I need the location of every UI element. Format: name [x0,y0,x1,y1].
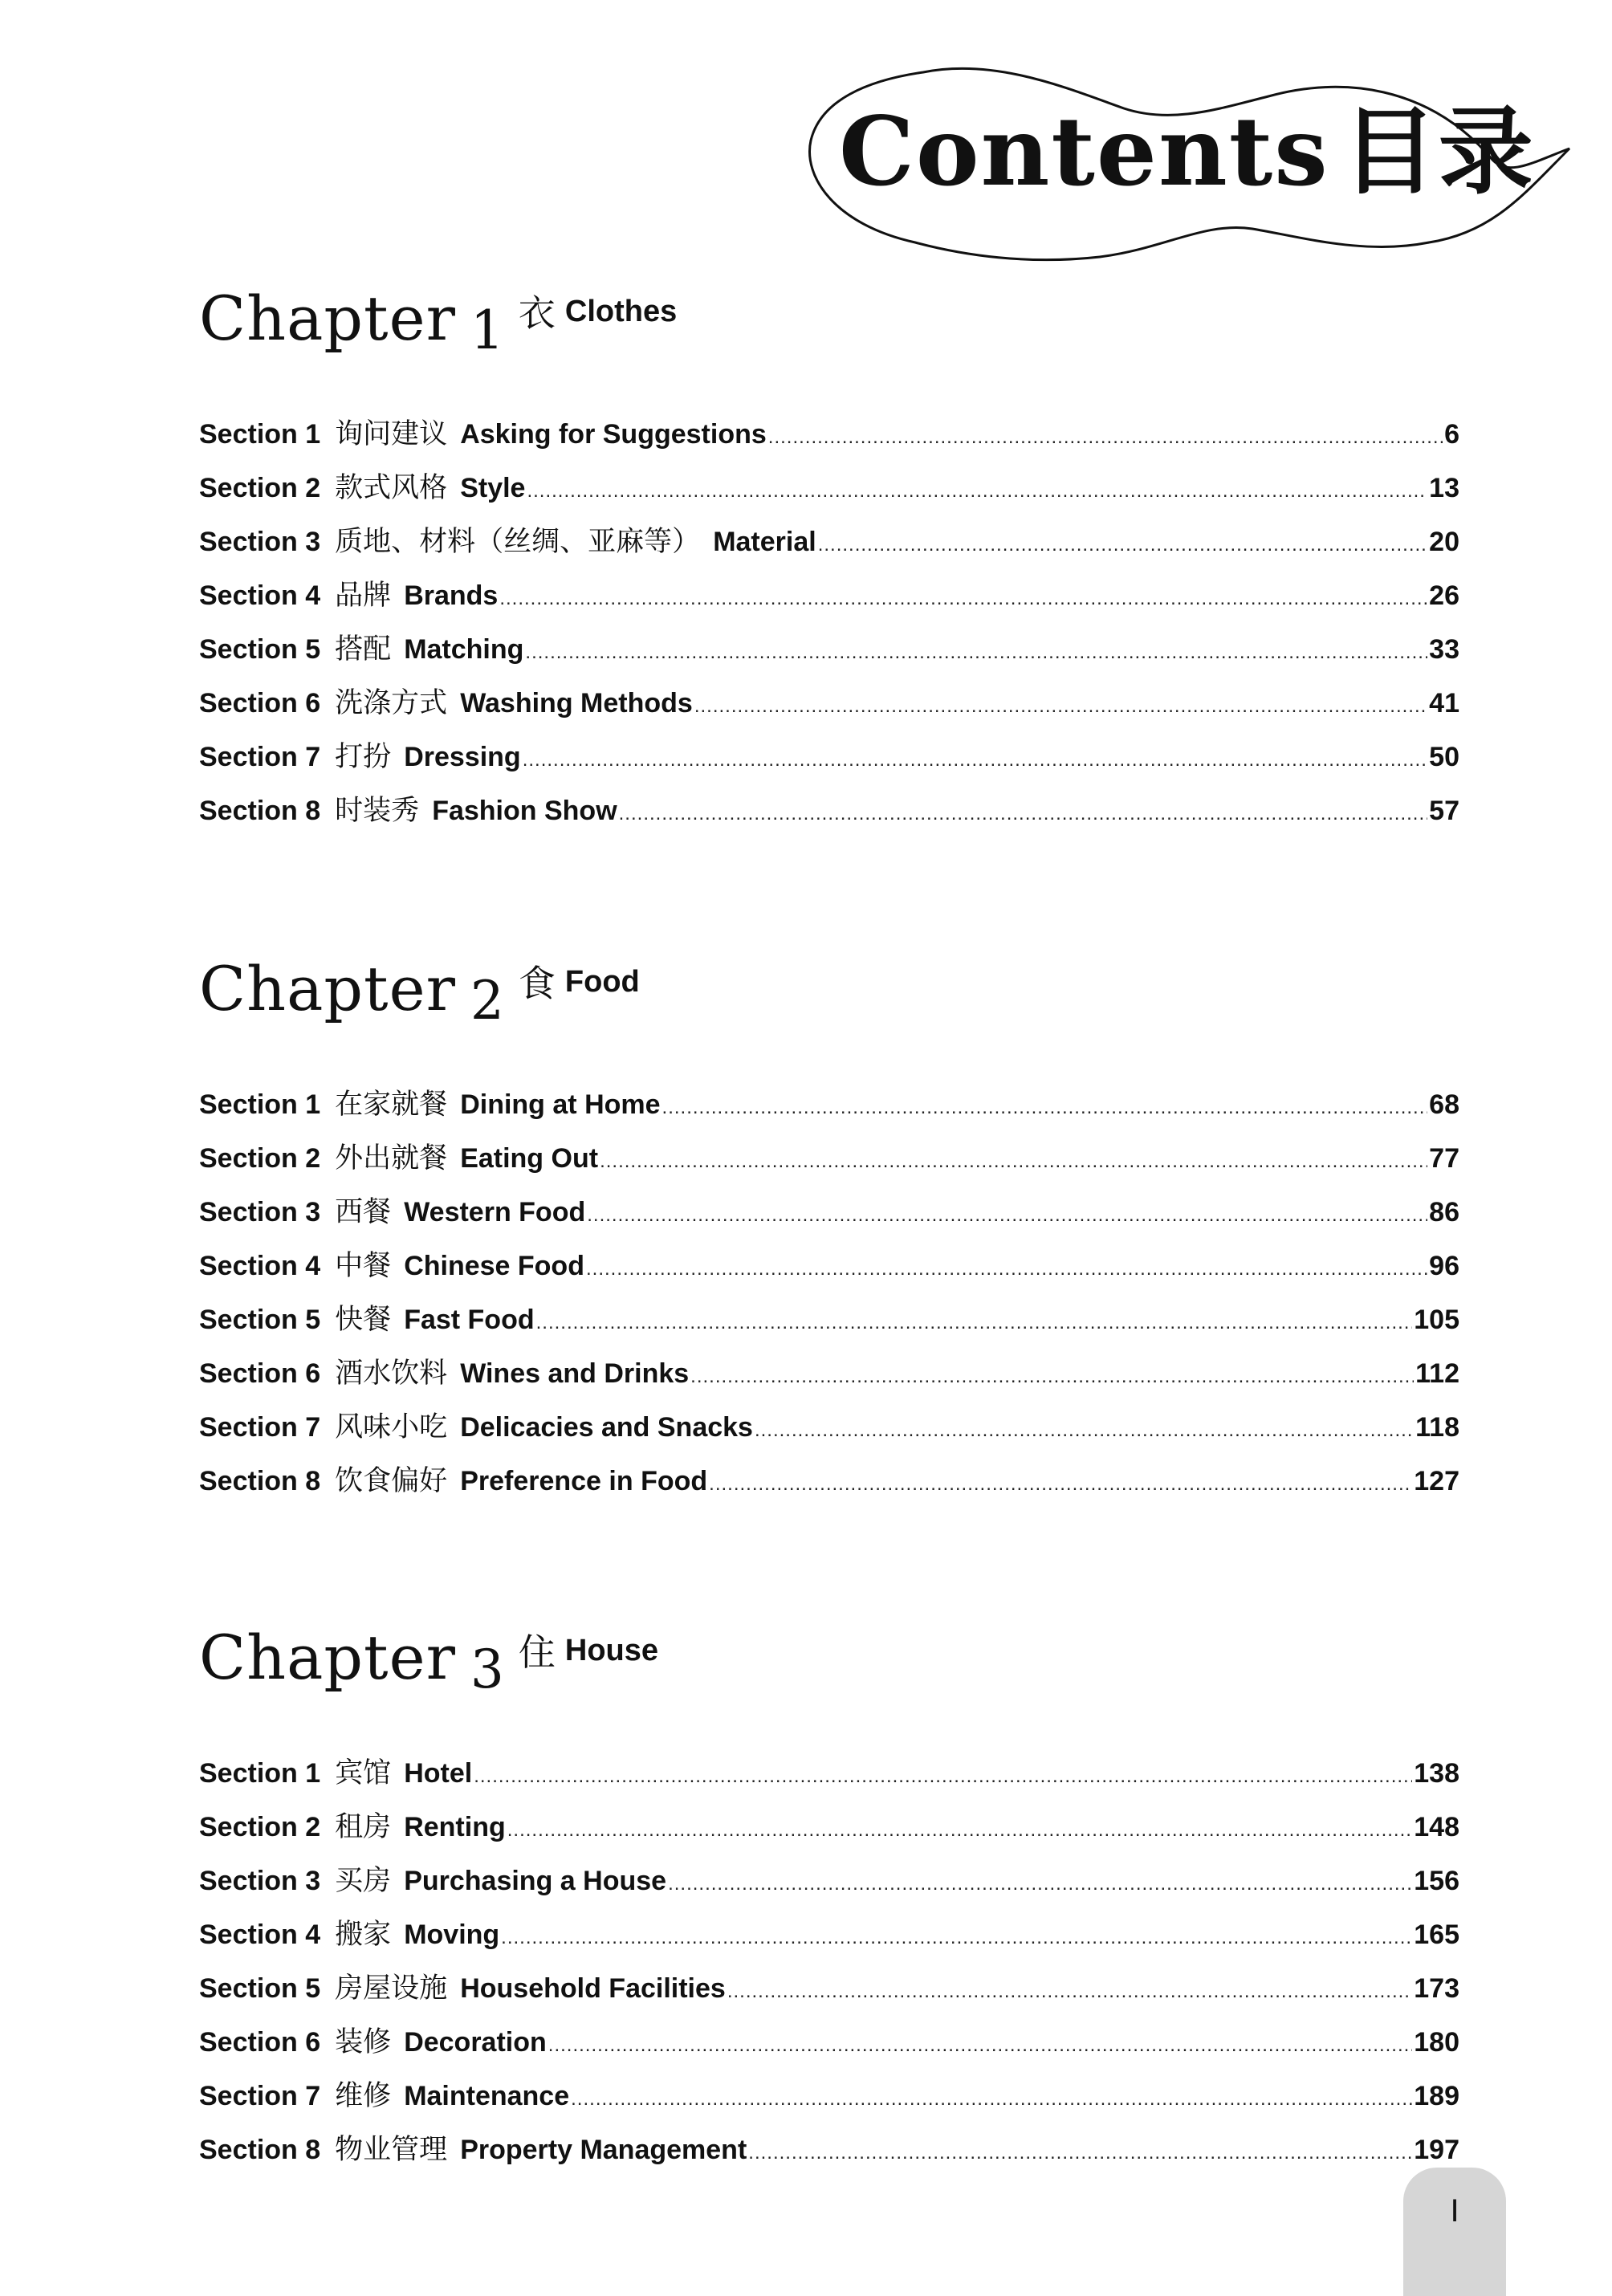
dot-leader [499,588,1427,610]
page-number: 50 [1429,742,1459,772]
section-title-en: Dining at Home [460,1089,661,1120]
toc-entry[interactable] [199,466,1459,519]
section-label: Section 7 [199,2081,321,2111]
page-number: 127 [1414,1466,1459,1496]
section-label: Section 4 [199,1251,321,1281]
dot-leader [525,641,1427,664]
section-title-en: Wines and Drinks [460,1358,690,1389]
chapter-label: Chapter [199,953,456,1024]
section-title-en: Household Facilities [460,1973,726,2004]
page-number: 148 [1414,1812,1459,1842]
page-number-tab [1403,2168,1506,2296]
section-title-cn: 风味小吃 [335,1411,448,1443]
section-label: Section 2 [199,1143,321,1174]
dot-leader [507,1819,1413,1842]
toc-entry[interactable] [199,1244,1459,1297]
section-title-en: Hotel [404,1758,473,1789]
toc-entry[interactable] [199,2127,1459,2181]
contents-title-cn: 目录 [1341,96,1535,207]
dot-leader [619,803,1428,825]
toc-entry[interactable] [199,1805,1459,1858]
dot-leader [587,1204,1427,1227]
section-label: Section 1 [199,419,321,450]
section-label: Section 2 [199,473,321,503]
section-label: Section 2 [199,1812,321,1842]
section-title-cn: 询问建议 [335,418,448,450]
section-label: Section 1 [199,1758,321,1789]
page-number: 13 [1429,473,1459,503]
chapter-heading [199,931,1459,1032]
contents-title [839,96,1535,207]
page-number: 77 [1429,1143,1459,1174]
chapter-number: 2 [470,970,504,1032]
toc-entry[interactable] [199,2074,1459,2127]
section-title-en: Material [713,527,816,557]
section-label: Section 7 [199,742,321,772]
toc-entry[interactable] [199,1082,1459,1136]
section-title-en: Asking for Suggestions [460,419,767,450]
section-title-cn: 时装秀 [335,795,420,826]
section-title-en: Property Management [460,2135,747,2165]
section-title-cn: 维修 [335,2080,392,2111]
chapter-title-cn: 食 [518,962,556,1005]
section-title-cn: 物业管理 [335,2134,448,2165]
section-title-cn: 洗涤方式 [335,687,448,719]
section-title-en: Chinese Food [404,1251,584,1281]
folio-number: I [1450,2193,1459,2229]
toc-entry[interactable] [199,1405,1459,1459]
chapter-title-cn: 住 [518,1630,556,1674]
dot-leader [662,1097,1428,1119]
section-title-en: Eating Out [460,1143,599,1174]
dot-leader [748,2142,1412,2164]
page-number: 57 [1429,796,1459,826]
section-title-en: Fashion Show [432,796,617,826]
section-title-en: Renting [404,1812,506,1842]
section-label: Section 6 [199,688,321,719]
section-title-cn: 租房 [335,1811,392,1842]
section-title-en: Western Food [404,1197,586,1227]
toc-entry[interactable] [199,1459,1459,1512]
toc-entry[interactable] [199,519,1459,573]
section-label: Section 8 [199,796,321,826]
toc-entry[interactable] [199,573,1459,627]
toc-entry[interactable] [199,1912,1459,1966]
toc-entry[interactable] [199,788,1459,842]
page-number: 138 [1414,1758,1459,1789]
toc-entry[interactable] [199,735,1459,788]
section-label: Section 8 [199,2135,321,2165]
dot-leader [668,1873,1412,1895]
toc-entry[interactable] [199,1351,1459,1405]
toc-entry[interactable] [199,412,1459,466]
section-label: Section 5 [199,634,321,665]
section-title-cn: 西餐 [335,1196,392,1227]
toc-entry[interactable] [199,627,1459,681]
section-label: Section 8 [199,1466,321,1496]
section-title-cn: 买房 [335,1865,392,1896]
section-title-en: Moving [404,1919,500,1950]
dot-leader [690,1366,1414,1388]
section-title-cn: 宾馆 [335,1757,392,1789]
section-title-en: Washing Methods [460,688,693,719]
section-title-en: Fast Food [404,1305,535,1335]
chapter-3 [199,1600,1459,2181]
chapter-title-cn: 衣 [518,291,556,335]
page-number: 6 [1444,419,1459,450]
section-title-cn: 打扮 [335,741,392,772]
contents-title-en: Contents [839,96,1329,207]
page-number: 41 [1429,688,1459,719]
section-title-cn: 款式风格 [335,472,448,503]
chapter-title-en: Food [564,965,640,999]
section-title-cn: 品牌 [335,580,392,611]
section-title-en: Dressing [404,742,521,772]
chapter-heading [199,261,1459,361]
chapter-label: Chapter [199,283,456,354]
toc-entry[interactable] [199,1190,1459,1244]
section-label: Section 3 [199,1197,321,1227]
section-title-cn: 酒水饮料 [335,1358,448,1389]
section-title-en: Brands [404,580,499,611]
toc-entry[interactable] [199,1297,1459,1351]
section-title-cn: 在家就餐 [335,1089,448,1120]
toc-entry[interactable] [199,681,1459,735]
toc-entry[interactable] [199,1751,1459,1805]
section-title-en: Preference in Food [460,1466,708,1496]
page-number: 118 [1415,1412,1459,1443]
toc-entry[interactable] [199,2020,1459,2074]
chapter-1 [199,261,1459,842]
section-title-cn: 装修 [335,2026,392,2058]
chapter-heading [199,1600,1459,1700]
section-title-en: Delicacies and Snacks [460,1412,753,1443]
toc-entry[interactable] [199,1966,1459,2020]
page-number: 112 [1415,1358,1459,1389]
page-number: 173 [1414,1973,1459,2004]
section-list [199,1082,1459,1512]
section-label: Section 6 [199,1358,321,1389]
section-title-cn: 快餐 [335,1304,392,1335]
dot-leader [727,1981,1412,2003]
section-label: Section 1 [199,1089,321,1120]
page-number: 197 [1414,2135,1459,2165]
section-label: Section 5 [199,1973,321,2004]
page-number: 33 [1429,634,1459,665]
toc-entry[interactable] [199,1136,1459,1190]
dot-leader [548,2034,1412,2057]
page-number: 86 [1429,1197,1459,1227]
dot-leader [600,1150,1427,1173]
dot-leader [527,480,1427,503]
section-title-en: Maintenance [404,2081,570,2111]
dot-leader [501,1927,1412,1949]
chapter-2 [199,931,1459,1512]
dot-leader [536,1312,1413,1334]
chapter-number: 1 [470,299,504,361]
section-title-cn: 搭配 [335,633,392,665]
page-number: 105 [1414,1305,1459,1335]
chapter-label: Chapter [199,1622,456,1693]
dot-leader [694,695,1427,718]
section-list [199,412,1459,842]
dot-leader [474,1765,1412,1788]
chapter-title-en: Clothes [564,295,678,328]
section-label: Section 3 [199,1866,321,1896]
page-number: 156 [1414,1866,1459,1896]
section-label: Section 5 [199,1305,321,1335]
section-title-en: Decoration [404,2027,547,2058]
chapter-number: 3 [470,1639,504,1700]
section-title-cn: 质地、材料（丝绸、亚麻等） [335,526,701,557]
dot-leader [768,426,1443,449]
toc-entry[interactable] [199,1858,1459,1912]
page-number: 26 [1429,580,1459,611]
page-number: 96 [1429,1251,1459,1281]
section-list [199,1751,1459,2181]
section-title-cn: 房屋设施 [335,1972,448,2004]
section-label: Section 3 [199,527,321,557]
page-number: 189 [1414,2081,1459,2111]
section-title-cn: 中餐 [335,1250,392,1281]
section-title-cn: 外出就餐 [335,1142,448,1174]
dot-leader [571,2088,1412,2111]
page-number: 68 [1429,1089,1459,1120]
section-title-cn: 饮食偏好 [335,1465,448,1496]
dot-leader [586,1258,1427,1280]
dot-leader [709,1473,1412,1496]
chapter-title-en: House [564,1634,659,1667]
section-title-cn: 搬家 [335,1919,392,1950]
section-label: Section 4 [199,580,321,611]
section-label: Section 4 [199,1919,321,1950]
page-number: 165 [1414,1919,1459,1950]
dot-leader [523,749,1427,771]
dot-leader [818,534,1427,556]
section-title-en: Style [460,473,526,503]
section-title-en: Matching [404,634,524,665]
page-number: 20 [1429,527,1459,557]
dot-leader [755,1419,1414,1442]
section-label: Section 6 [199,2027,321,2058]
section-title-en: Purchasing a House [404,1866,667,1896]
section-label: Section 7 [199,1412,321,1443]
page-number: 180 [1414,2027,1459,2058]
